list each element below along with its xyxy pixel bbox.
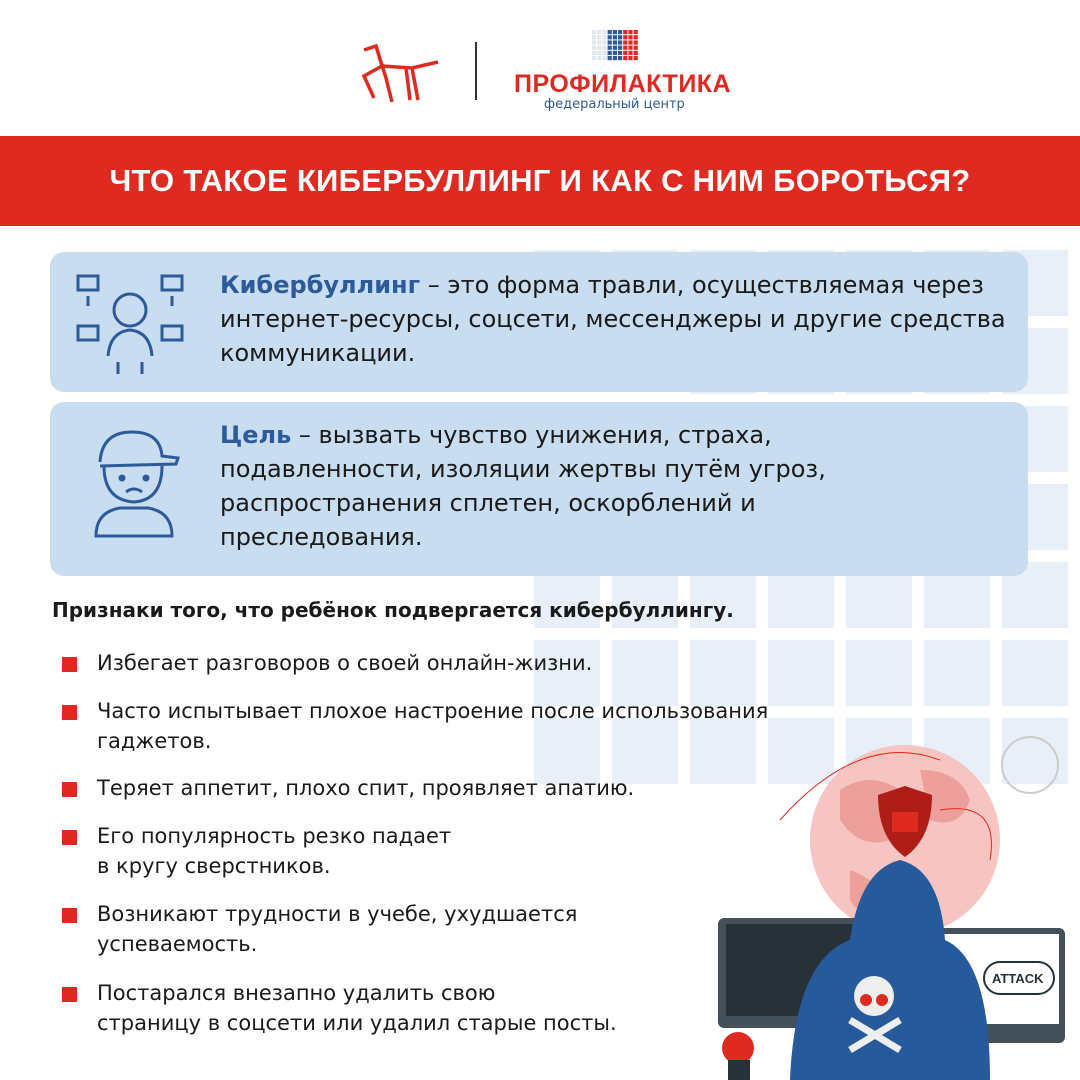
flag-square [623, 46, 627, 50]
cactus-icon [722, 1032, 754, 1064]
grid-square [1002, 640, 1068, 706]
flag-square [592, 40, 596, 44]
flag-square [623, 56, 627, 60]
goal-card [50, 402, 1028, 576]
title-banner [0, 136, 1080, 226]
sign-item [62, 648, 902, 678]
bullet-square [62, 782, 77, 797]
flag-square [602, 30, 606, 34]
flag-square [628, 56, 632, 60]
flag-square [602, 40, 606, 44]
flag-square [628, 51, 632, 55]
brand-subtitle: федеральный центр [544, 97, 685, 112]
flag-square [597, 30, 601, 34]
logo-divider [475, 42, 477, 100]
flag-square [597, 46, 601, 50]
flag-square [608, 30, 612, 34]
flag-square [613, 35, 617, 39]
flag-square [618, 51, 622, 55]
sign-text: Постарался внезапно удалить свою страницу в соцсети или удалил старые посты. [97, 981, 617, 1035]
flag-square [597, 40, 601, 44]
flag-square [592, 35, 596, 39]
flag-square [618, 35, 622, 39]
flag-square [628, 46, 632, 50]
bullet-square [62, 657, 77, 672]
flag-square [618, 46, 622, 50]
flag-square [597, 35, 601, 39]
page-title: ЧТО ТАКОЕ КИБЕРБУЛЛИНГ И КАК С НИМ БОРОТЬСЯ? [109, 163, 971, 198]
flag-square [608, 35, 612, 39]
flag-square [613, 30, 617, 34]
flag-square [618, 56, 622, 60]
flag-square [597, 56, 601, 60]
flag-square [623, 35, 627, 39]
flag-square [602, 56, 606, 60]
sad-boy-icon [90, 426, 180, 538]
flag-grid-icon [592, 30, 640, 62]
flag-square [628, 40, 632, 44]
bullet-square [62, 830, 77, 845]
skull-icon [854, 976, 894, 1016]
sign-text: Теряет аппетит, плохо спит, проявляет апатию. [97, 776, 635, 800]
dog-logo-icon [362, 38, 442, 104]
flag-square [602, 46, 606, 50]
flag-square [634, 56, 638, 60]
flag-square [592, 46, 596, 50]
flag-square [597, 51, 601, 55]
hacker-illustration [700, 700, 1080, 1080]
goal-text: Цель – вызвать чувство унижения, страха, подавленности, изоляции жертвы путём угроз, распространения сплетен, оскорблений и преследования. [220, 421, 826, 551]
bullet-square [62, 908, 77, 923]
bullet-square [62, 987, 77, 1002]
sign-text: Избегает разговоров о своей онлайн-жизни. [97, 651, 593, 675]
flag-square [618, 40, 622, 44]
flag-square [592, 56, 596, 60]
sign-text: Возникают трудности в учебе, ухудшается успеваемость. [97, 902, 578, 956]
flag-square [602, 51, 606, 55]
flag-square [613, 46, 617, 50]
flag-square [634, 40, 638, 44]
flag-square [608, 46, 612, 50]
flag-square [623, 40, 627, 44]
flag-square [623, 30, 627, 34]
sign-text: Его популярность резко падает в кругу сверстников. [97, 824, 452, 878]
flag-square [608, 51, 612, 55]
flag-square [623, 51, 627, 55]
attack-button: ATTACK [992, 971, 1044, 986]
flag-square [634, 51, 638, 55]
definition-card [50, 252, 1028, 392]
flag-square [592, 30, 596, 34]
bullet-square [62, 705, 77, 720]
header-logos [0, 30, 1080, 110]
flag-square [608, 56, 612, 60]
brand-name: ПРОФИЛАКТИКА [514, 70, 732, 98]
flag-square [634, 30, 638, 34]
flag-square [634, 35, 638, 39]
flag-square [628, 35, 632, 39]
definition-text: Кибербуллинг – это форма травли, осуществляемая через интернет-ресурсы, соцсети, мессенджеры и другие средства коммуникации. [220, 271, 1006, 367]
flag-square [613, 51, 617, 55]
flag-square [613, 56, 617, 60]
flag-square [613, 40, 617, 44]
grid-square [924, 640, 990, 706]
flag-square [618, 30, 622, 34]
flag-square [634, 46, 638, 50]
sign-text: Часто испытывает плохое настроение после использования гаджетов. [97, 699, 769, 753]
flag-square [608, 40, 612, 44]
signs-title: Признаки того, что ребёнок подвергается кибербуллингу. [52, 598, 734, 622]
flag-square [602, 35, 606, 39]
flag-square [592, 51, 596, 55]
flag-square [628, 30, 632, 34]
bullied-person-icon [74, 266, 186, 376]
